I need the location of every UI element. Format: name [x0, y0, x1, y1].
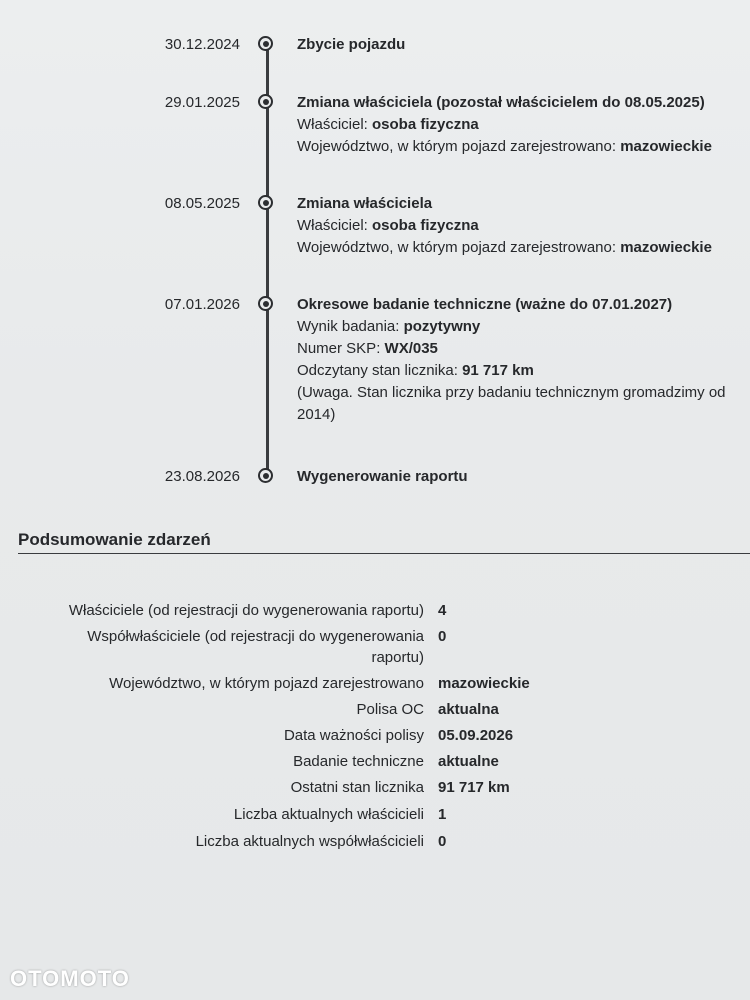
summary-label-text: Data ważności polisy [283, 727, 424, 744]
detail-label: 2014) [297, 406, 336, 423]
summary-value: 1 [438, 806, 447, 823]
summary-label-text: Polisa OC [356, 701, 424, 718]
summary-label-text: Badanie techniczne [293, 753, 424, 770]
summary-value: 0 [438, 833, 447, 850]
event-detail-line [297, 382, 737, 404]
event-date: 23.08.2026 [164, 468, 240, 485]
detail-label: Numer SKP: [297, 340, 385, 357]
detail-label: Województwo, w którym pojazd zarejestrowano: [297, 138, 621, 155]
event-details [297, 92, 737, 158]
otomoto-watermark: OTOMOTO [10, 966, 130, 991]
event-details [297, 193, 737, 259]
timeline-dot-icon [258, 36, 273, 51]
event-detail-line [297, 360, 737, 382]
summary-label [4, 804, 424, 825]
event-title: Zmiana właściciela (pozostał właścicielem do 08.05.2025) [297, 94, 705, 111]
summary-label-text: Współwłaściciele (od rejestracji do wygenerowania [87, 628, 424, 645]
summary-label [4, 831, 424, 852]
summary-value: mazowieckie [438, 675, 530, 692]
event-detail-line [297, 237, 737, 259]
detail-label: Województwo, w którym pojazd zarejestrowano: [297, 239, 621, 256]
summary-label-text: Ostatni stan licznika [290, 779, 424, 796]
summary-value: 0 [438, 628, 447, 645]
detail-label: Właściciel: [297, 217, 373, 234]
event-title: Wygenerowanie raportu [297, 468, 468, 485]
event-detail-line [297, 136, 737, 158]
event-title: Zbycie pojazdu [297, 36, 406, 53]
detail-value: 91 717 km [462, 362, 534, 379]
detail-value: mazowieckie [620, 239, 712, 256]
event-title: Zmiana właściciela [297, 195, 433, 212]
timeline-dot-icon [258, 468, 273, 483]
summary-label [4, 626, 424, 668]
detail-value: pozytywny [403, 318, 481, 335]
summary-value: 4 [438, 602, 447, 619]
detail-label: Właściciel: [297, 116, 373, 133]
summary-value: aktualne [438, 753, 499, 770]
event-date: 29.01.2025 [164, 94, 240, 111]
summary-label-text: Województwo, w którym pojazd zarejestrowano [109, 675, 424, 692]
summary-value: 05.09.2026 [438, 727, 514, 744]
event-detail-line [297, 404, 737, 426]
summary-value: 91 717 km [438, 779, 510, 796]
event-detail-line [297, 215, 737, 237]
section-title: Podsumowanie zdarzeń [18, 530, 211, 549]
section-divider [18, 553, 750, 554]
summary-label-text: Właściciele (od rejestracji do wygenerowania raportu) [68, 602, 424, 619]
event-details [297, 466, 737, 488]
detail-value: mazowieckie [620, 138, 712, 155]
event-detail-line [297, 316, 737, 338]
timeline-dot-icon [258, 195, 273, 210]
summary-label-text: Liczba aktualnych właścicieli [233, 806, 424, 823]
summary-value: aktualna [438, 701, 499, 718]
event-details [297, 34, 737, 56]
event-date: 30.12.2024 [164, 36, 240, 53]
event-title: Okresowe badanie techniczne (ważne do 07.01.2027) [297, 296, 673, 313]
event-detail-line [297, 338, 737, 360]
detail-label: (Uwaga. Stan licznika przy badaniu technicznym gromadzimy od [297, 384, 726, 401]
event-detail-line [297, 114, 737, 136]
detail-value: osoba fizyczna [372, 116, 479, 133]
detail-value: WX/035 [384, 340, 438, 357]
summary-label [4, 725, 424, 746]
detail-value: osoba fizyczna [372, 217, 479, 234]
timeline-dot-icon [258, 94, 273, 109]
summary-label-text: Liczba aktualnych współwłaścicieli [195, 833, 424, 850]
summary-label-text: raportu) [371, 649, 424, 666]
summary-label [4, 673, 424, 694]
summary-label [4, 751, 424, 772]
timeline-dot-icon [258, 296, 273, 311]
summary-label [4, 699, 424, 720]
event-details [297, 294, 737, 426]
detail-label: Odczytany stan licznika: [297, 362, 463, 379]
event-date: 08.05.2025 [164, 195, 240, 212]
summary-label [4, 777, 424, 798]
summary-label [4, 600, 424, 621]
event-date: 07.01.2026 [164, 296, 240, 313]
detail-label: Wynik badania: [297, 318, 404, 335]
